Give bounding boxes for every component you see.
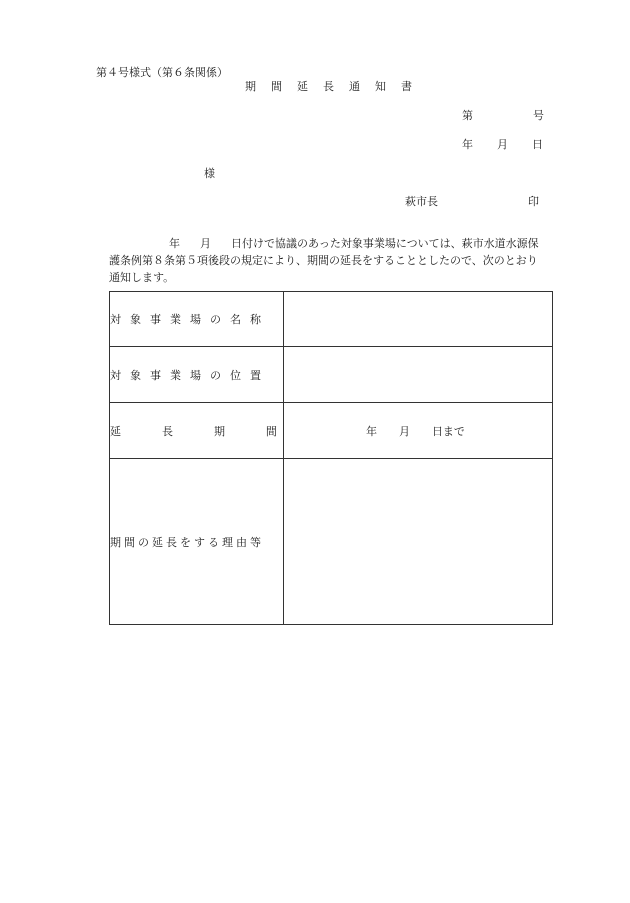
- body-paragraph: [109, 235, 571, 286]
- extension-period-label: 延 長 期 間: [110, 403, 284, 459]
- period-until: 日まで: [431, 424, 465, 438]
- extension-reason-value[interactable]: [283, 459, 552, 625]
- body-line-2: 護条例第８条第５項後段の規定により、期間の延長をすることとしたので、次のとおり: [109, 254, 538, 267]
- document-number: [462, 110, 544, 121]
- extension-period-value[interactable]: [283, 403, 552, 459]
- period-year: 年: [365, 424, 377, 438]
- facility-location-value[interactable]: [283, 347, 552, 403]
- seal-mark: 印: [528, 195, 539, 208]
- form-number: 第４号様式（第６条関係）: [96, 66, 228, 79]
- date-month: 月: [497, 138, 508, 151]
- facility-location-label: 対象事業場の位置: [110, 347, 284, 403]
- document-number-prefix: 第: [462, 109, 473, 122]
- addressee: 様: [204, 167, 215, 180]
- table-row-period: [110, 403, 553, 459]
- table-row-name: [110, 292, 553, 347]
- sender: [405, 196, 539, 207]
- facility-name-label: 対象事業場の名称: [110, 292, 284, 347]
- extension-reason-label: 期間の延長をする理由等: [110, 459, 284, 625]
- date-year: 年: [462, 138, 473, 151]
- facility-name-value[interactable]: [283, 292, 552, 347]
- document-date: [462, 139, 543, 150]
- body-month: 月: [200, 237, 211, 250]
- body-line-1: [109, 235, 571, 252]
- date-day: 日: [532, 138, 543, 151]
- notification-table: [109, 291, 553, 625]
- document-number-suffix: 号: [533, 109, 544, 122]
- body-year: 年: [169, 237, 180, 250]
- document-title: 期間延長通知書: [245, 80, 427, 93]
- body-line-3: 通知します。: [109, 271, 175, 284]
- body-line-1-text: 日付けで協議のあった対象事業場については、萩市水道水源保: [231, 237, 539, 250]
- table-row-reason: [110, 459, 553, 625]
- period-month: 月: [398, 424, 410, 438]
- table-row-location: [110, 347, 553, 403]
- sender-name: 萩市長: [405, 195, 438, 208]
